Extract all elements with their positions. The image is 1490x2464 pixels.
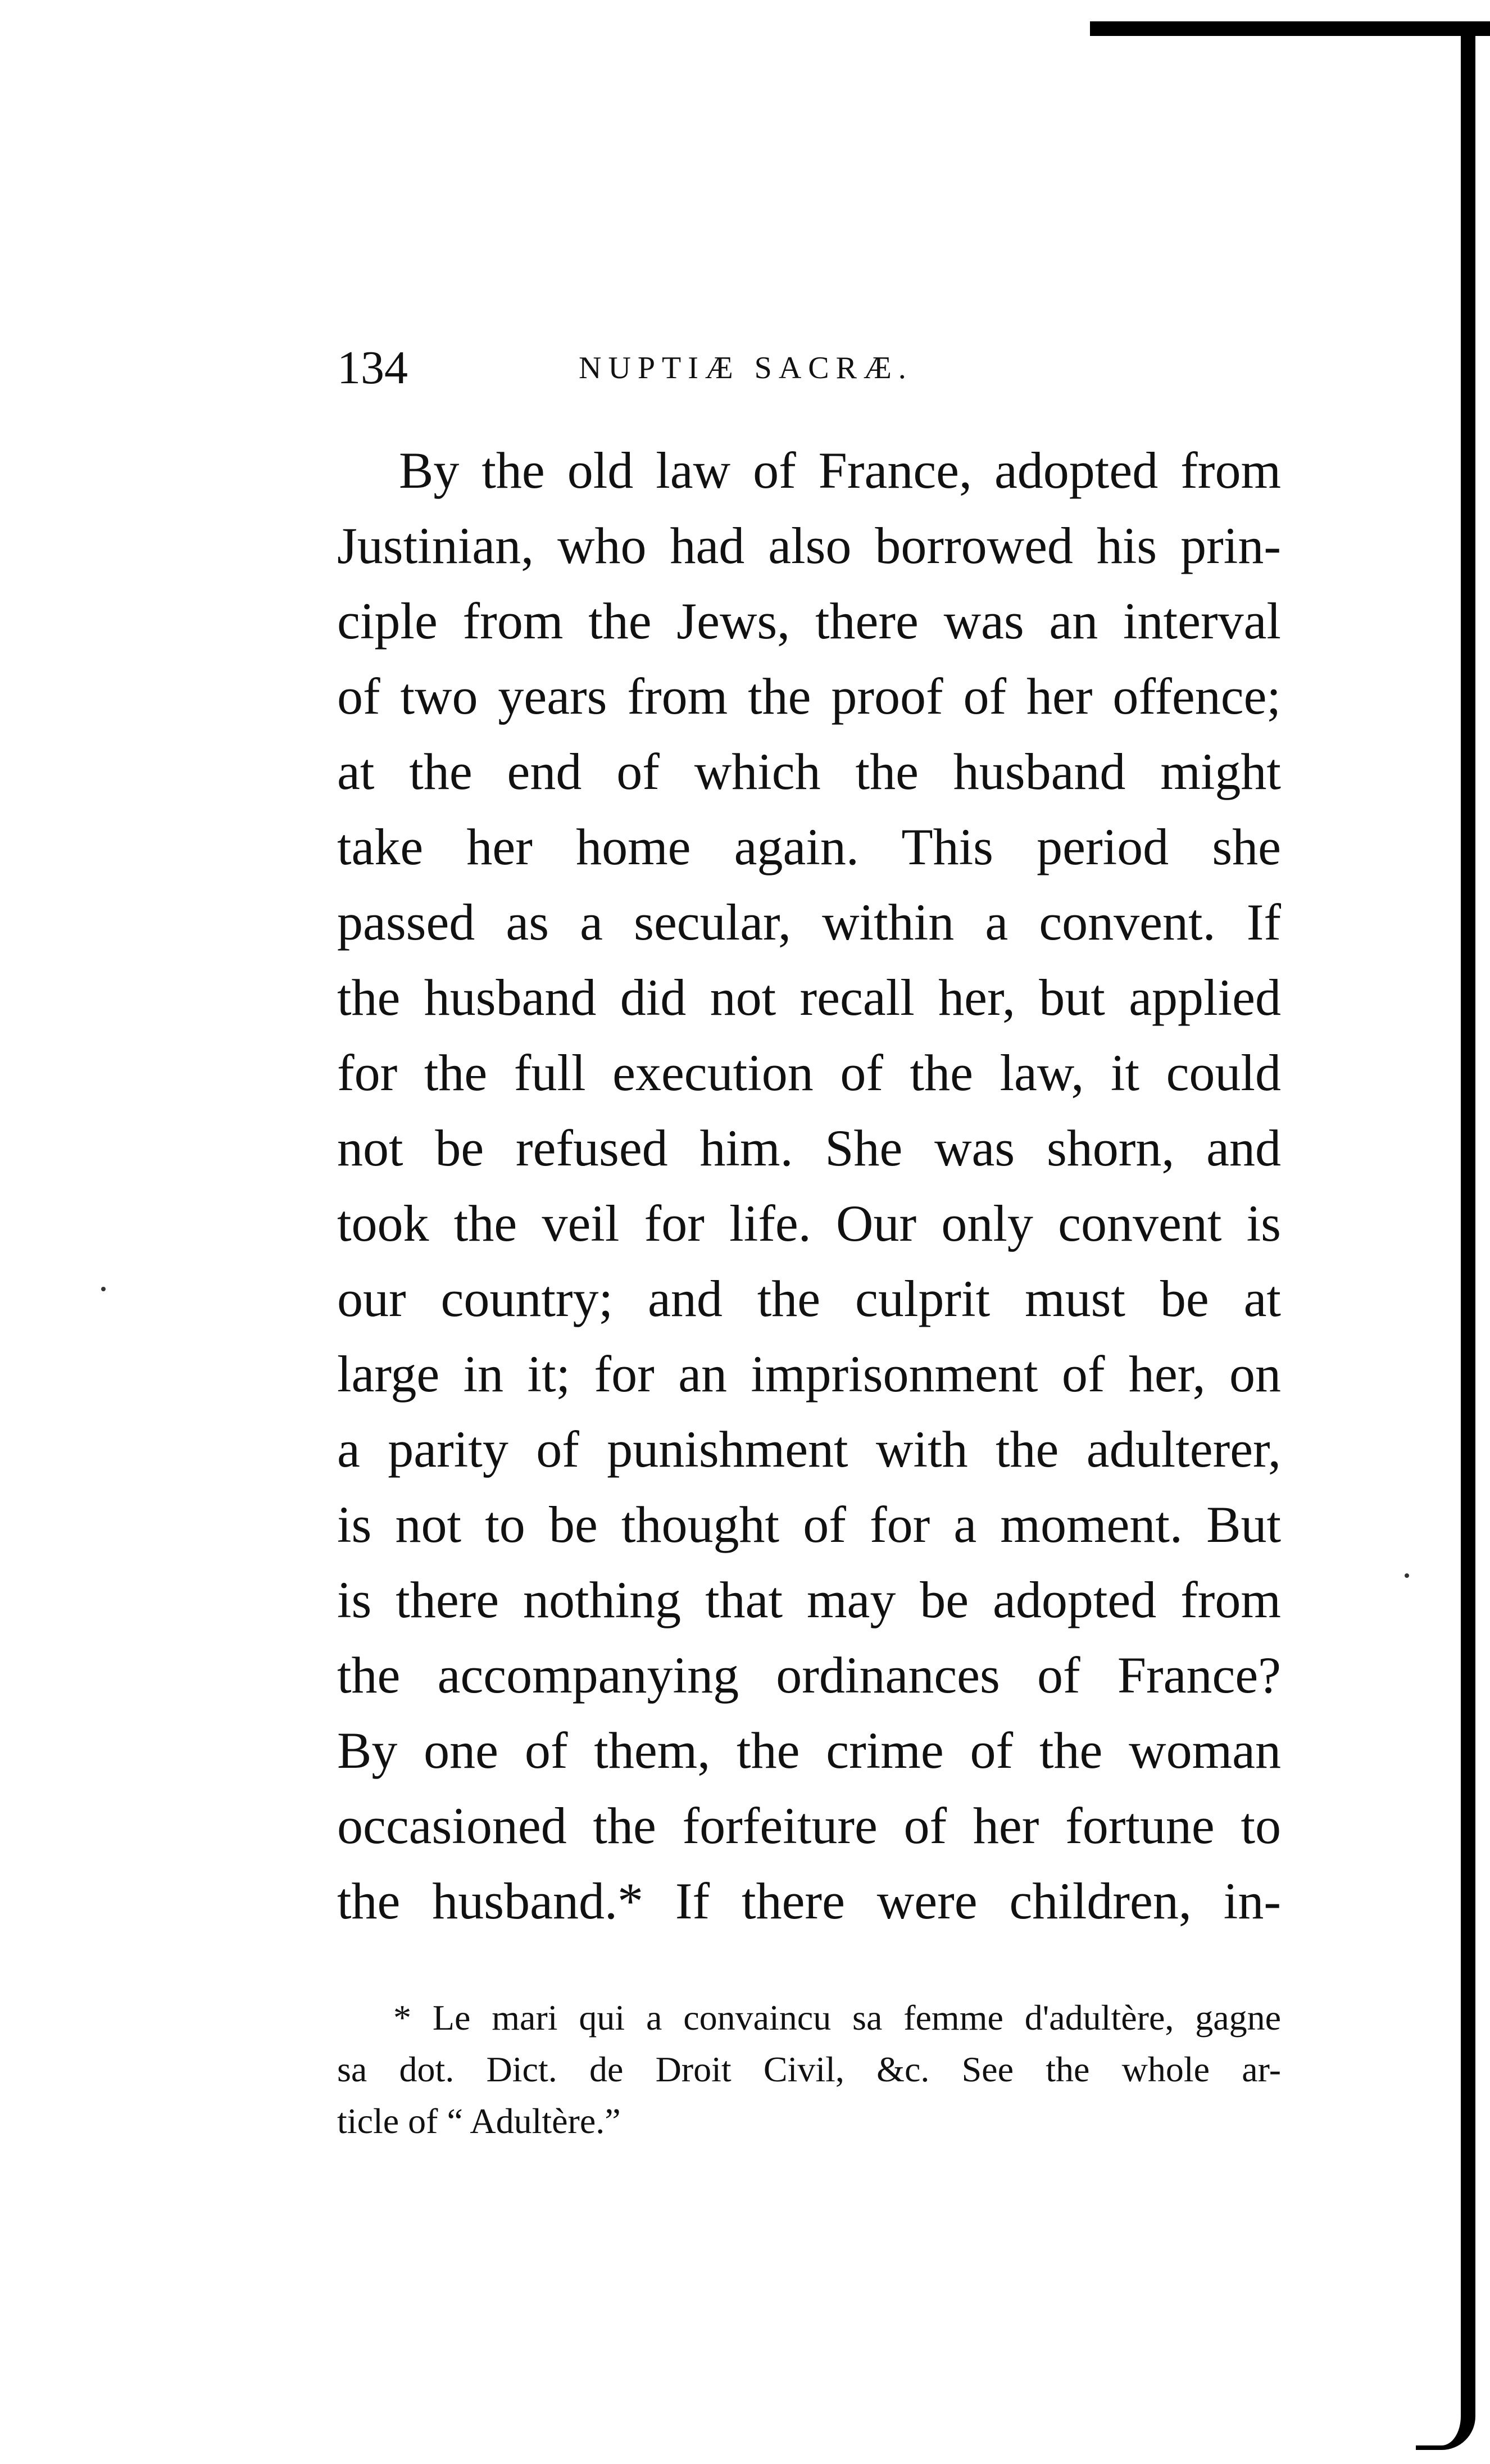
page-edge-right (1461, 34, 1475, 2416)
text-line: occasioned the forfeiture of her fortune to (337, 1797, 1281, 1854)
text-line: large in it; for an imprisonment of her, on (337, 1345, 1281, 1403)
text-line: By the old law of France, adopted from (399, 442, 1281, 499)
text-line: By one of them, the crime of the woman (337, 1722, 1281, 1779)
text-line: a parity of punishment with the adulterer, (337, 1421, 1281, 1478)
text-line: our country; and the culprit must be at (337, 1270, 1281, 1327)
running-header (337, 337, 1292, 399)
footnote-line: * Le mari qui a convaincu sa femme d'adultère, gagne (393, 1998, 1281, 2038)
text-line: passed as a secular, within a convent. If (337, 893, 1281, 951)
text-line: take her home again. This period she (337, 818, 1281, 875)
running-title: NUPTIÆ SACRÆ. (579, 351, 913, 385)
text-line: the husband.* If there were children, in- (337, 1872, 1281, 1930)
scan-speck (101, 1287, 106, 1291)
text-line: of two years from the proof of her offence; (337, 668, 1281, 725)
text-line: the accompanying ordinances of France? (337, 1646, 1281, 1704)
page-edge-top (1090, 21, 1490, 36)
text-line: the husband did not recall her, but applied (337, 969, 1281, 1026)
text-line: is not to be thought of for a moment. But (337, 1496, 1281, 1553)
footnote (337, 1992, 1281, 2147)
page-edge-corner (1416, 2416, 1475, 2450)
text-line: ciple from the Jews, there was an interval (337, 592, 1281, 650)
text-line: at the end of which the husband might (337, 743, 1281, 800)
text-line: took the veil for life. Our only convent is (337, 1195, 1281, 1252)
body-text (337, 433, 1281, 1939)
text-line: not be refused him. She was shorn, and (337, 1119, 1281, 1177)
footnote-line: sa dot. Dict. de Droit Civil, &c. See the whole ar- (337, 2049, 1281, 2089)
text-line: Justinian, who had also borrowed his prin- (337, 517, 1281, 574)
page-number: 134 (337, 342, 408, 394)
text-line: for the full execution of the law, it could (337, 1044, 1281, 1101)
footnote-line: ticle of “ Adultère.” (337, 2101, 621, 2141)
scan-speck (1405, 1573, 1409, 1578)
text-line: is there nothing that may be adopted from (337, 1571, 1281, 1628)
